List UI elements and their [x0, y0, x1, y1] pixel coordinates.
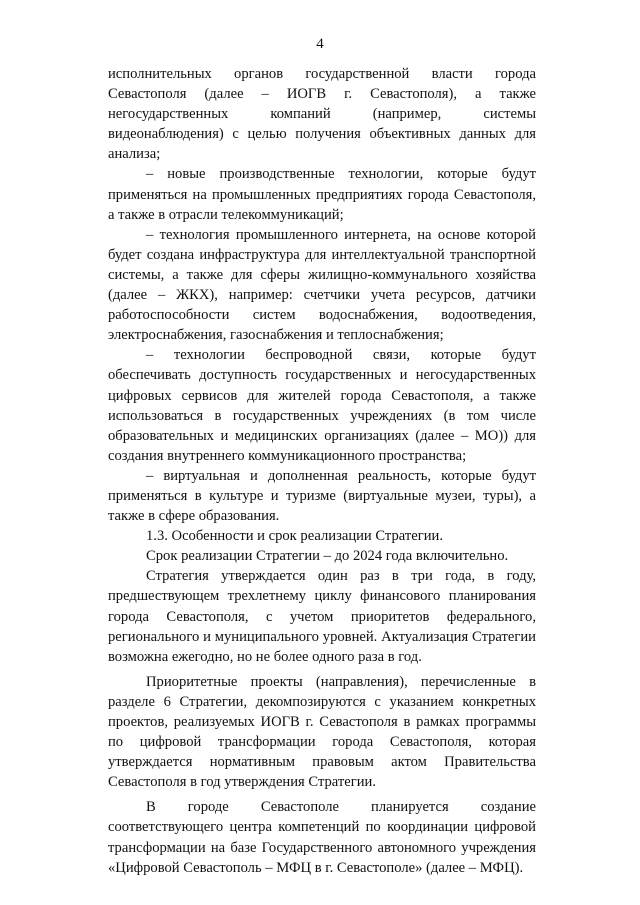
- paragraph: Приоритетные проекты (направления), перечисленные в разделе 6 Стратегии, декомпозируются с указанием конкретных проектов, реализуемых ИОГВ г. Севастополя в рамках программы по цифровой трансформации города Севастополя, которая утверждается нормативным правовым актом Правительства Севастополя в год утверждения Стратегии.: [108, 673, 536, 791]
- document-body: [108, 64, 536, 878]
- paragraph: В городе Севастополе планируется создание соответствующего центра компетенций по координации цифровой трансформации на базе Государственного автономного учреждения «Цифровой Севастополь – МФЦ в г. Севастополе» (далее – МФЦ).: [108, 799, 536, 876]
- paragraph: исполнительных органов государственной власти города Севастополя (далее – ИОГВ г. Севастополя), а также негосударственных компаний (например, системы видеонаблюдения) с целью получения объективных данных для анализа;: [108, 66, 536, 163]
- list-item: – новые производственные технологии, которые будут применяться на промышленных предприятиях города Севастополя, а также в отрасли телекоммуникаций;: [108, 166, 536, 223]
- page-number: 4: [316, 36, 324, 52]
- paragraph: Стратегия утверждается один раз в три года, в году, предшествующем трехлетнему циклу финансового планирования города Севастополя, с учетом приоритетов федерального, регионального и муниципального уровней. Актуализация Стратегии возможна ежегодно, но не более одного раза в год.: [108, 568, 536, 665]
- list-item: – технологии беспроводной связи, которые будут обеспечивать доступность государственных и негосударственных цифровых сервисов для жителей города Севастополя, а также использоваться в государственных учреждениях (в том числе образовательных и медицинских организациях (далее – МО)) для создания внутреннего коммуникационного пространства;: [108, 347, 536, 464]
- section-heading: 1.3. Особенности и срок реализации Стратегии.: [146, 528, 443, 545]
- paragraph: Срок реализации Стратегии – до 2024 года включительно.: [146, 548, 509, 565]
- list-item: – виртуальная и дополненная реальность, которые будут применяться в культуре и туризме (виртуальные музеи, туры), а также в сфере образования.: [108, 467, 536, 525]
- list-item: – технология промышленного интернета, на основе которой будет создана инфраструктура для интеллектуальной транспортной системы, а также для сферы жилищно-коммунального хозяйства (далее – ЖКХ), например: счетчики учета ресурсов, датчики работоспособности систем водоснабжения, водоотведения, электроснабжения, газоснабжения и теплоснабжения;: [108, 226, 536, 344]
